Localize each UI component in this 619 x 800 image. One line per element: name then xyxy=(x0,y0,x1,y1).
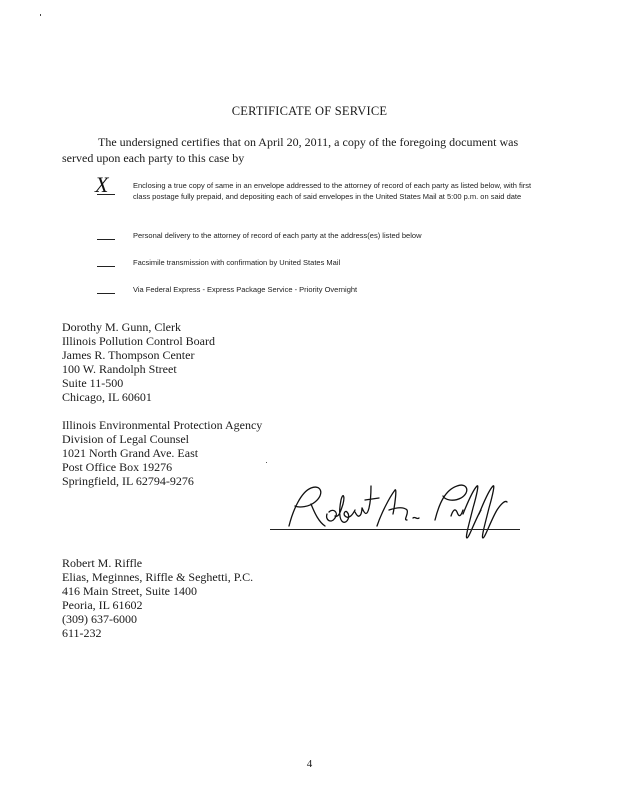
recipient-address-clerk xyxy=(62,320,215,404)
scan-speck xyxy=(266,462,267,463)
signer-line: 611-232 xyxy=(62,626,102,640)
option-text: Enclosing a true copy of same in an envelope addressed to the attorney of record of each party as listed below, with first class postage fully prepaid, and depositing each of said envelopes in the United States Mail at 5:00 p.m. on said date xyxy=(133,181,532,201)
scan-speck xyxy=(40,14,41,16)
signer-line: Elias, Meginnes, Riffle & Seghetti, P.C. xyxy=(62,570,254,584)
intro-paragraph: The undersigned certifies that on April 20, 2011, a copy of the foregoing document was served upon each party to this case by xyxy=(62,135,519,165)
signer-line: (309) 637-6000 xyxy=(62,612,137,626)
option-text: Personal delivery to the attorney of record of each party at the address(es) listed below xyxy=(133,231,422,240)
address-line: Dorothy M. Gunn, Clerk xyxy=(62,320,181,334)
signer-line: Peoria, IL 61602 xyxy=(62,598,143,612)
address-line: Springfield, IL 62794-9276 xyxy=(62,474,194,488)
check-blank xyxy=(97,239,115,240)
signer-line: Robert M. Riffle xyxy=(62,556,143,570)
check-blank xyxy=(97,266,115,267)
option-text: Via Federal Express - Express Package Service - Priority Overnight xyxy=(133,285,358,294)
option-text: Facsimile transmission with confirmation by United States Mail xyxy=(133,258,341,267)
address-line: James R. Thompson Center xyxy=(62,348,195,362)
address-line: Suite 11-500 xyxy=(62,376,124,390)
address-line: 1021 North Grand Ave. East xyxy=(62,446,199,460)
check-blank xyxy=(97,293,115,294)
signature-image xyxy=(285,480,520,540)
address-line: 100 W. Randolph Street xyxy=(62,362,177,376)
signer-block xyxy=(62,556,253,640)
address-line: Illinois Pollution Control Board xyxy=(62,334,216,348)
signer-line: 416 Main Street, Suite 1400 xyxy=(62,584,197,598)
address-line: Chicago, IL 60601 xyxy=(62,390,152,404)
recipient-address-epa xyxy=(62,418,262,488)
signature-line xyxy=(270,529,520,530)
check-mark: X xyxy=(95,172,109,197)
address-line: Illinois Environmental Protection Agency xyxy=(62,418,263,432)
address-line: Post Office Box 19276 xyxy=(62,460,173,474)
address-line: Division of Legal Counsel xyxy=(62,432,189,446)
page-number: 4 xyxy=(306,758,313,770)
certificate-title: CERTIFICATE OF SERVICE xyxy=(231,104,388,118)
